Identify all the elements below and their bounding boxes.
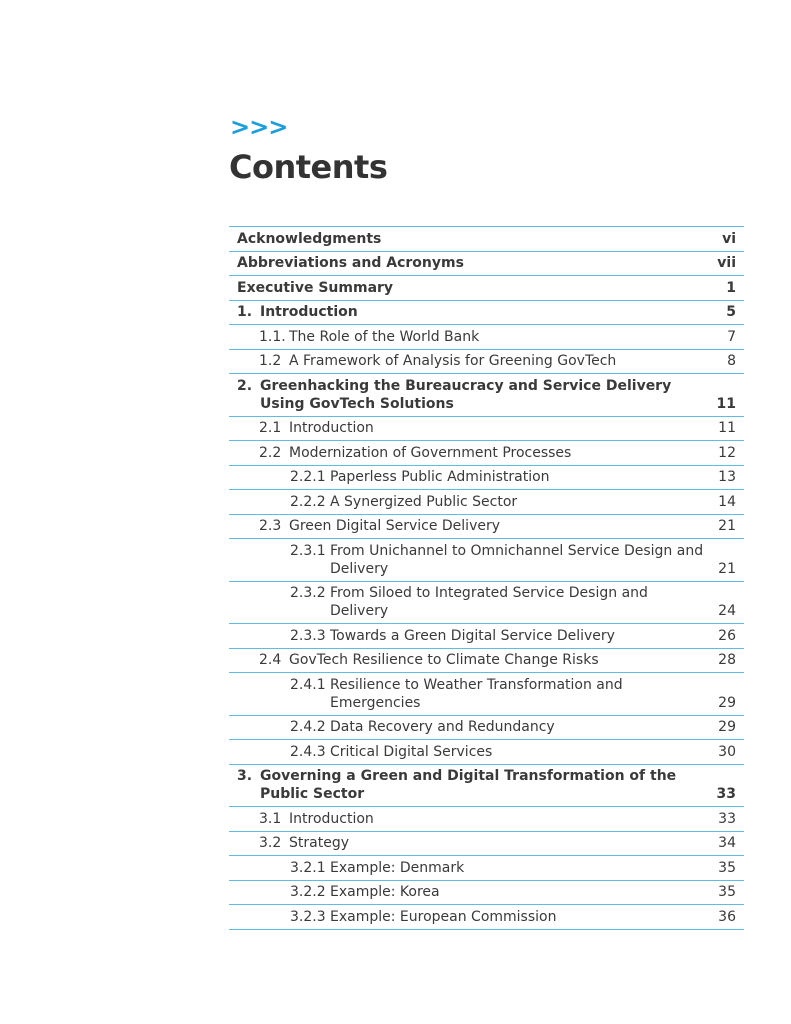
chevrons-marker: >>> <box>230 113 288 141</box>
toc-section-number: 2.2 <box>259 444 282 461</box>
toc-page-number: 35 <box>718 884 736 900</box>
toc-section-title: A Framework of Analysis for Greening GovTech <box>289 353 617 369</box>
toc-entry[interactable] <box>229 905 744 930</box>
toc-entry-label <box>237 908 706 926</box>
toc-entry-label <box>237 279 706 297</box>
toc-page-number: 34 <box>718 835 736 851</box>
toc-entry[interactable] <box>229 765 744 808</box>
toc-entry[interactable] <box>229 441 744 466</box>
toc-entry[interactable] <box>229 325 744 350</box>
toc-section-number: 2.3 <box>259 518 282 534</box>
toc-section-number: 2.4 <box>259 652 282 668</box>
toc-entry[interactable] <box>229 350 744 375</box>
toc-page-number: 13 <box>718 469 736 485</box>
toc-section-number: 3.2.1 <box>290 859 326 876</box>
toc-entry[interactable] <box>229 490 744 515</box>
toc-entry[interactable] <box>229 417 744 442</box>
toc-entry-label <box>237 718 706 736</box>
page-title: Contents <box>229 148 388 186</box>
toc-entry-label <box>237 584 706 620</box>
toc-entry-label <box>237 859 706 877</box>
toc-page-number: 14 <box>718 493 736 510</box>
toc-section-title: GovTech Resilience to Climate Change Risks <box>289 652 599 668</box>
toc-entry[interactable] <box>229 649 744 674</box>
toc-entry-label <box>237 767 706 803</box>
toc-entry[interactable] <box>229 301 744 326</box>
table-of-contents <box>229 226 744 930</box>
toc-entry-label <box>237 810 706 828</box>
toc-page-number: 28 <box>718 652 736 668</box>
toc-entry[interactable] <box>229 856 744 881</box>
toc-section-number: 1.2 <box>259 353 282 369</box>
toc-page-number: 5 <box>726 304 736 320</box>
toc-section-number: 2.1 <box>259 420 282 436</box>
toc-section-title: Abbreviations and Acronyms <box>237 255 464 271</box>
toc-page-number: 33 <box>716 786 736 802</box>
toc-section-title: Introduction <box>289 420 374 436</box>
toc-page-number: 30 <box>718 743 736 760</box>
toc-entry-label <box>237 627 706 645</box>
toc-page-number: 8 <box>727 353 736 369</box>
toc-entry[interactable] <box>229 881 744 906</box>
toc-section-title: From Siloed to Integrated Service Design and Delivery <box>330 585 648 619</box>
toc-page-number: 21 <box>718 518 736 534</box>
toc-entry[interactable] <box>229 832 744 857</box>
toc-section-title: Introduction <box>289 810 374 827</box>
toc-entry-label <box>237 419 706 437</box>
toc-page-number: 33 <box>718 810 736 827</box>
toc-entry-label <box>237 651 706 669</box>
toc-section-title: Example: European Commission <box>330 908 557 925</box>
toc-section-number: 2.4.3 <box>290 743 326 760</box>
toc-section-number: 3.1 <box>259 810 282 827</box>
toc-entry-label <box>237 254 706 272</box>
toc-section-number: 2.4.2 <box>290 719 326 735</box>
toc-entry[interactable] <box>229 807 744 832</box>
toc-entry[interactable] <box>229 673 744 716</box>
toc-section-title: Critical Digital Services <box>330 743 493 760</box>
toc-page-number: vii <box>717 255 736 271</box>
toc-section-number: 2.3.2 <box>290 585 326 601</box>
toc-page-number: 21 <box>718 560 736 577</box>
toc-page-number: 36 <box>718 908 736 925</box>
toc-page-number: vi <box>722 230 736 247</box>
toc-entry[interactable] <box>229 276 744 301</box>
toc-entry[interactable] <box>229 539 744 582</box>
toc-page-number: 11 <box>716 395 736 412</box>
toc-entry-label <box>237 303 706 321</box>
toc-section-number: 2.3.1 <box>290 542 326 559</box>
toc-entry-label <box>237 517 706 535</box>
toc-section-number: 2.3.3 <box>290 627 326 644</box>
toc-section-number: 1. <box>237 304 253 320</box>
toc-section-title: Resilience to Weather Transformation and Emergencies <box>330 676 623 711</box>
toc-entry-label <box>237 676 706 712</box>
toc-section-number: 3.2.3 <box>290 908 326 925</box>
toc-section-title: Modernization of Government Processes <box>289 444 572 461</box>
toc-page-number: 1 <box>726 279 736 296</box>
toc-entry-label <box>237 468 706 486</box>
toc-entry-label <box>237 834 706 852</box>
toc-section-title: Strategy <box>289 835 349 851</box>
toc-section-title: Paperless Public Administration <box>330 469 550 485</box>
toc-page-number: 11 <box>718 420 736 436</box>
toc-entry-label <box>237 352 706 370</box>
toc-entry-label <box>237 883 706 901</box>
toc-page-number: 12 <box>718 444 736 461</box>
toc-section-title: Green Digital Service Delivery <box>289 518 501 534</box>
toc-page-number: 29 <box>718 694 736 711</box>
toc-entry[interactable] <box>229 374 744 417</box>
toc-page-number: 26 <box>718 627 736 644</box>
toc-section-title: Executive Summary <box>237 279 394 296</box>
toc-section-title: Example: Denmark <box>330 859 465 876</box>
toc-section-title: Towards a Green Digital Service Delivery <box>330 627 615 644</box>
toc-section-title: Introduction <box>260 304 358 320</box>
toc-page-number: 24 <box>718 603 736 619</box>
toc-page-number: 7 <box>727 328 736 345</box>
toc-entry[interactable] <box>229 515 744 540</box>
toc-page-number: 29 <box>718 719 736 735</box>
toc-section-title: Governing a Green and Digital Transformation of the Public Sector <box>260 768 677 802</box>
toc-section-title: The Role of the World Bank <box>289 328 480 345</box>
toc-section-number: 2. <box>237 377 253 394</box>
toc-entry[interactable] <box>229 252 744 277</box>
toc-section-number: 2.2.1 <box>290 469 326 485</box>
toc-entry[interactable] <box>229 466 744 491</box>
toc-entry[interactable] <box>229 582 744 625</box>
toc-section-title: Example: Korea <box>330 884 440 900</box>
toc-section-title: Greenhacking the Bureaucracy and Service Delivery Using GovTech Solutions <box>260 377 672 412</box>
toc-section-title: From Unichannel to Omnichannel Service Design and Delivery <box>330 542 704 577</box>
toc-entry-label <box>237 328 706 346</box>
toc-entry[interactable] <box>229 227 744 252</box>
toc-entry[interactable] <box>229 716 744 741</box>
toc-entry-label <box>237 444 706 462</box>
toc-section-title: Acknowledgments <box>237 230 382 247</box>
toc-entry[interactable] <box>229 740 744 765</box>
toc-section-title: Data Recovery and Redundancy <box>330 719 555 735</box>
toc-entry[interactable] <box>229 624 744 649</box>
toc-entry-label <box>237 230 706 248</box>
toc-entry-label <box>237 743 706 761</box>
toc-section-number: 3.2.2 <box>290 884 326 900</box>
toc-section-number: 2.4.1 <box>290 676 326 693</box>
toc-section-number: 1.1. <box>259 328 286 345</box>
toc-page-number: 35 <box>718 859 736 876</box>
toc-section-number: 2.2.2 <box>290 493 326 510</box>
toc-entry-label <box>237 377 706 413</box>
toc-section-number: 3.2 <box>259 835 282 851</box>
toc-entry-label <box>237 542 706 578</box>
toc-section-number: 3. <box>237 768 253 784</box>
toc-entry-label <box>237 493 706 511</box>
toc-section-title: A Synergized Public Sector <box>330 493 518 510</box>
